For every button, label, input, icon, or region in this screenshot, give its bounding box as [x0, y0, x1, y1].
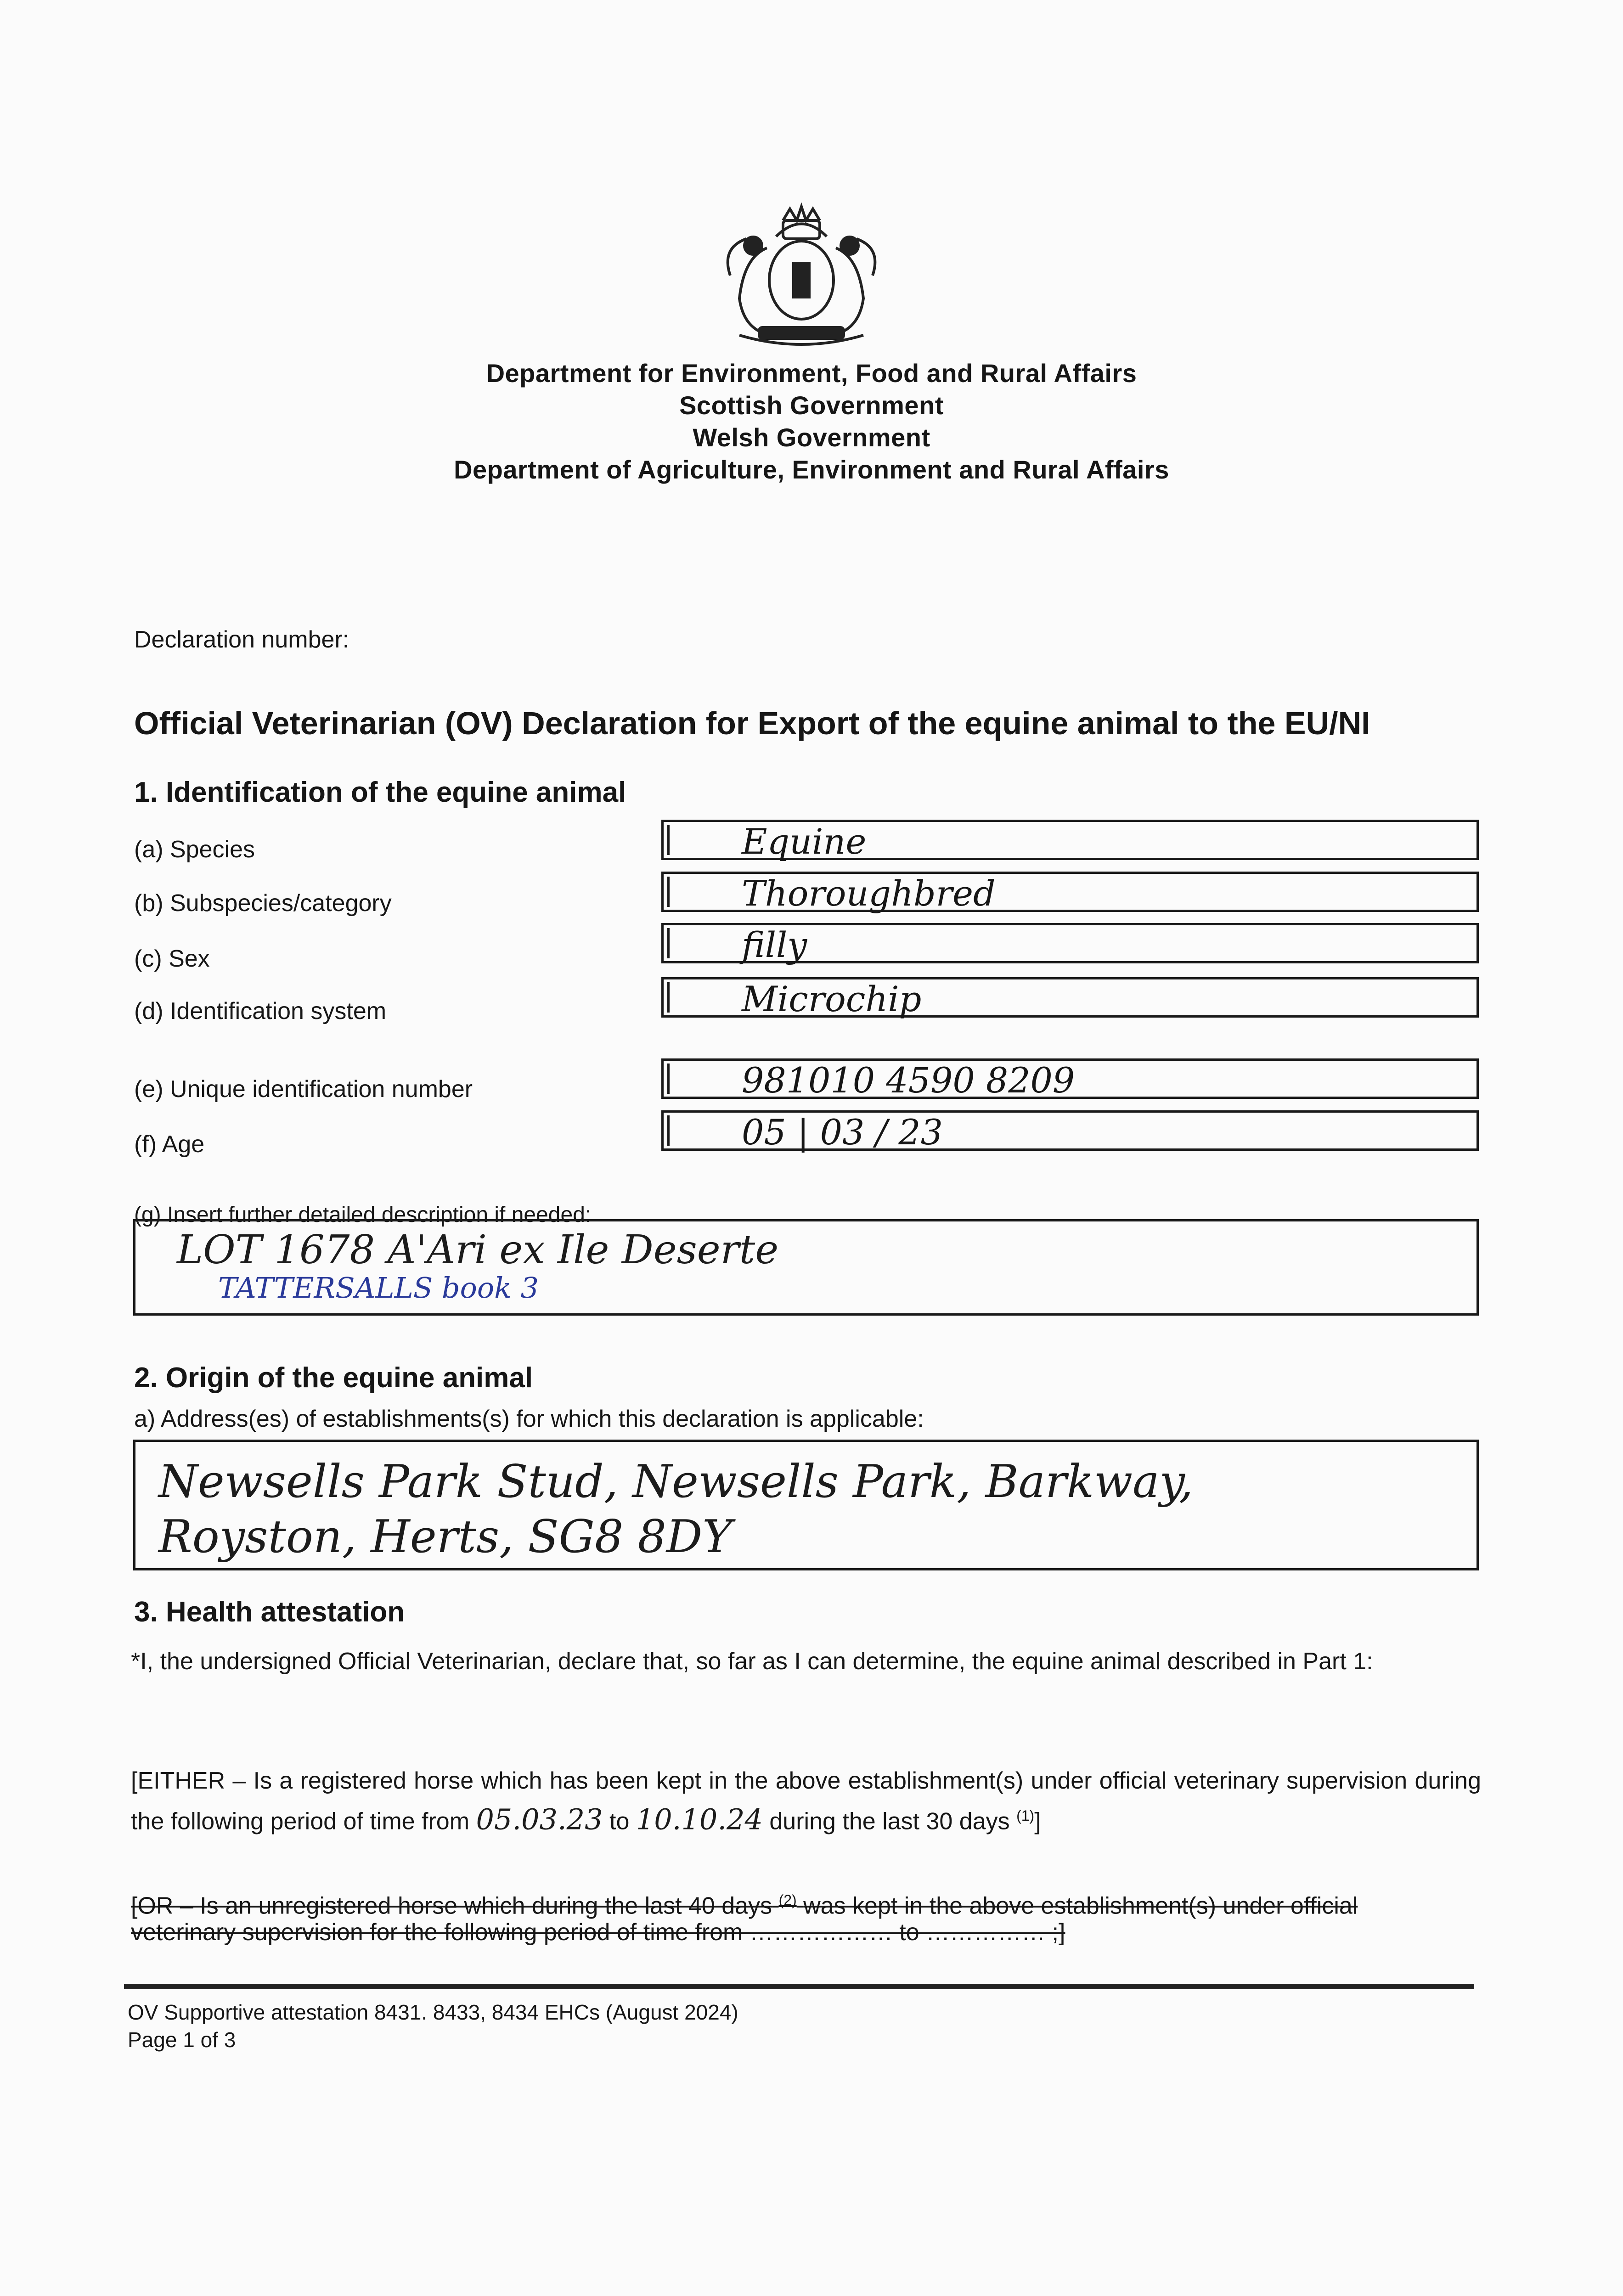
further-description-box[interactable] — [133, 1219, 1479, 1316]
sex-value: filly — [742, 924, 807, 965]
unique-id-field[interactable] — [661, 1058, 1479, 1099]
header-defra: Department for Environment, Food and Rural Affairs — [486, 359, 1137, 388]
address-label: a) Address(es) of establishments(s) for which this declaration is applicable: — [134, 1406, 924, 1432]
page-title: Official Veterinarian (OV) Declaration for Export of the equine animal to the EU/NI — [134, 705, 1370, 741]
address-box[interactable] — [133, 1440, 1479, 1570]
subspecies-value: Thoroughbred — [742, 873, 996, 914]
age-label: (f) Age — [134, 1131, 205, 1158]
further-description-line2: TATTERSALLS book 3 — [218, 1271, 539, 1305]
section1-heading: 1. Identification of the equine animal — [134, 777, 626, 808]
footer-divider — [124, 1984, 1474, 1989]
either-clause — [131, 1763, 1481, 1839]
species-value: Equine — [742, 821, 867, 862]
unique-id-value: 981010 4590 8209 — [742, 1060, 1075, 1101]
address-line2: Royston, Herts, SG8 8DY — [158, 1511, 733, 1563]
further-description-label: (g) Insert further detailed description if needed: — [134, 1203, 592, 1227]
either-close-bracket: ] — [1034, 1808, 1041, 1835]
declaration-number-label: Declaration number: — [134, 626, 349, 653]
either-from-date: 05.03.23 — [476, 1802, 603, 1836]
unique-id-label: (e) Unique identification number — [134, 1076, 473, 1103]
header-welsh-government: Welsh Government — [693, 423, 930, 452]
address-line1: Newsells Park Stud, Newsells Park, Barkway, — [158, 1456, 1194, 1508]
identification-system-value: Microchip — [742, 979, 922, 1019]
age-value: 05 | 03 / 23 — [742, 1112, 943, 1153]
or-clause-text: [OR – Is an unregistered horse which during the last 40 days — [131, 1892, 772, 1919]
either-to-date: 10.10.24 — [636, 1802, 763, 1836]
identification-system-field[interactable] — [661, 977, 1479, 1018]
either-suffix: during the last 30 days — [769, 1808, 1010, 1835]
subspecies-field[interactable] — [661, 872, 1479, 912]
header-daera: Department of Agriculture, Environment and Rural Affairs — [454, 455, 1169, 484]
sex-label: (c) Sex — [134, 945, 210, 972]
or-clause-middle: was kept in the above establishment(s) under official — [803, 1892, 1358, 1919]
header-scottish-government: Scottish Government — [679, 391, 944, 420]
or-footnote-ref: (2) — [778, 1892, 797, 1908]
health-attestation-intro: *I, the undersigned Official Veterinarian, declare that, so far as I can determine, the equine animal described in Part 1: — [131, 1648, 1373, 1675]
footer-page-number: Page 1 of 3 — [128, 2028, 236, 2052]
royal-coat-of-arms-icon — [703, 193, 900, 354]
either-footnote-ref: (1) — [1016, 1807, 1035, 1824]
age-field[interactable] — [661, 1110, 1479, 1151]
either-to-word: to — [609, 1808, 630, 1835]
either-clause-text: [EITHER – Is a registered horse which has been kept in the above establishment(s) under official veterinary supervision during the following period of time from — [131, 1767, 1481, 1835]
or-clause-line2: veterinary supervision for the following period of time from ……………… to …………… ;] — [131, 1919, 1065, 1946]
species-field[interactable] — [661, 820, 1479, 860]
section2-heading: 2. Origin of the equine animal — [134, 1362, 533, 1394]
section3-heading: 3. Health attestation — [134, 1596, 405, 1628]
identification-system-label: (d) Identification system — [134, 998, 387, 1024]
sex-field[interactable] — [661, 923, 1479, 963]
species-label: (a) Species — [134, 836, 255, 863]
subspecies-label: (b) Subspecies/category — [134, 890, 392, 917]
footer-reference: OV Supportive attestation 8431. 8433, 8434 EHCs (August 2024) — [128, 2000, 738, 2024]
further-description-line1: LOT 1678 A'Ari ex Ile Deserte — [177, 1227, 779, 1273]
